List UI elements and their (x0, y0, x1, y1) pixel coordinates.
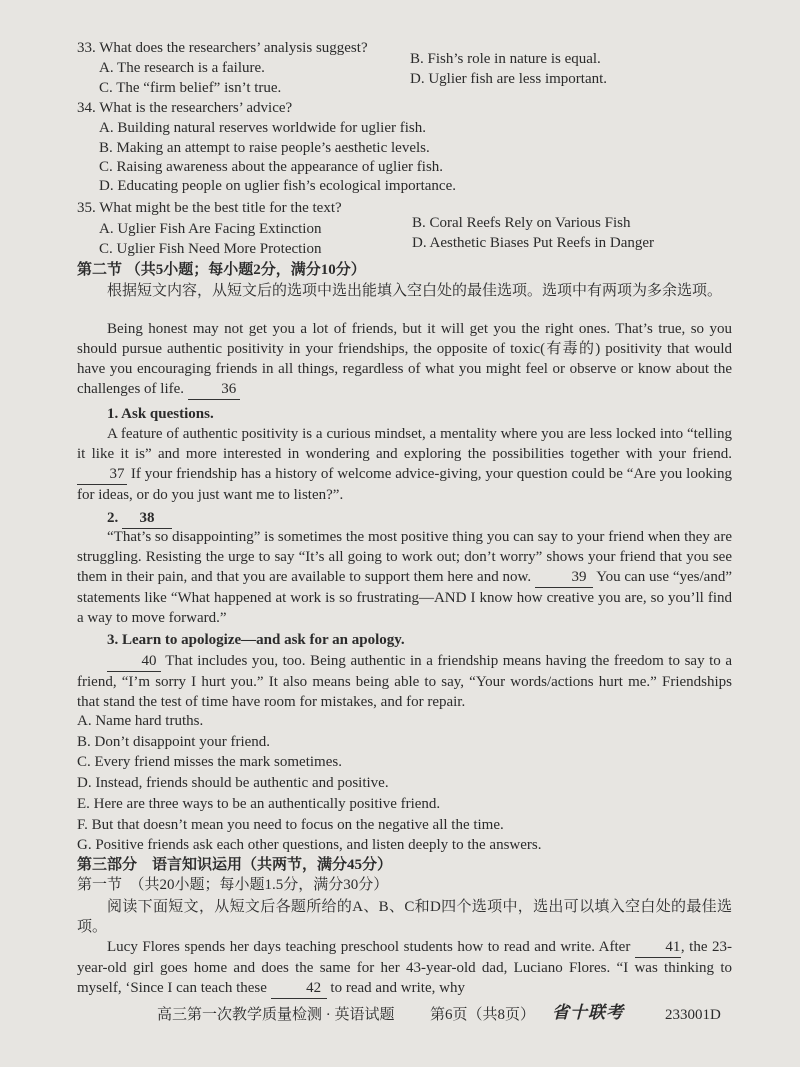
q35-option-c: C. Uglier Fish Need More Protection (99, 241, 322, 257)
q33-option-a: A. The research is a failure. (99, 60, 265, 76)
passage-paragraph-4 (77, 651, 732, 712)
paragraph-text: You can use “yes/and” statements like “What happened at work is so frustrating—AND I know how creative you are, so you’ll find a way to move forward.” (77, 569, 732, 626)
paragraph-text: That includes you, too. Being authentic in a friendship means having the freedom to say to a friend, “I’m sorry I hurt you.” It also means being able to say, “Your words/actions hurt me.” Friendships that stand the test of time have room for mistakes, and for repair. (77, 653, 732, 710)
blank-36: 36 (188, 379, 240, 400)
q35-stem: 35. What might be the best title for the text? (77, 200, 342, 216)
q34-option-a: A. Building natural reserves worldwide for uglier fish. (99, 120, 427, 136)
passage-paragraph-3 (77, 527, 732, 628)
part3-heading: 第三部分 语言知识运用（共两节，满分45分） (77, 857, 393, 873)
footer-exam-code: 233001D (665, 1007, 721, 1023)
footer-exam-title: 高三第一次教学质量检测 · 英语试题 (157, 1007, 395, 1023)
paragraph-text: Lucy Flores spends her days teaching preschool students how to read and write. After (107, 939, 631, 955)
heading-number: 2. (107, 510, 119, 526)
paragraph-text: to read and write, why (330, 980, 465, 996)
paragraph-text: If your friendship has a history of welcome advice-giving, your question could be “Are you looking for ideas, or do you just want me to listen?”. (77, 466, 732, 503)
option-e: E. Here are three ways to be an authentically positive friend. (77, 796, 441, 812)
blank-42: 42 (271, 978, 327, 999)
section2-instruction: 根据短文内容，从短文后的选项中选出能填入空白处的最佳选项。选项中有两项为多余选项。 (107, 283, 723, 299)
blank-38: 38 (122, 508, 172, 529)
q35-option-a: A. Uglier Fish Are Facing Extinction (99, 221, 322, 237)
footer-page-number: 第6页（共8页） (430, 1007, 536, 1023)
heading-learn-to-apologize: 3. Learn to apologize—and ask for an apology. (107, 632, 405, 648)
paragraph-text: Being honest may not get you a lot of friends, but it will get you the right ones. That’s true, so you should pursue authentic positivity in your friendships, the opposite of toxic(有毒的) positivity that would have you encouraging friends in all things, regardless of what you might feel or observe or know about the challenges of life. (77, 321, 732, 397)
q34-option-c: C. Raising awareness about the appearance of uglier fish. (99, 159, 444, 175)
option-d: D. Instead, friends should be authentic and positive. (77, 775, 389, 791)
paragraph-text: , the 23-year-old girl goes home and does the same for her 43-year-old dad, Luciano Flores. “I was thinking to myself, ‘Since I can teach these (77, 939, 733, 996)
q33-option-d: D. Uglier fish are less important. (410, 71, 608, 87)
paragraph-text: A feature of authentic positivity is a curious mindset, a mentality where you are less locked into “telling it like it is” and more interested in wondering and exploring the possibilities together with your friend. (77, 426, 732, 462)
blank-41: 41 (635, 937, 681, 958)
q34-option-b: B. Making an attempt to raise people’s aesthetic levels. (99, 140, 430, 156)
heading-ask-questions: 1. Ask questions. (107, 406, 214, 422)
q34-option-d: D. Educating people on uglier fish’s ecological importance. (99, 178, 456, 194)
paragraph-text: “That’s so disappointing” is sometimes the most positive thing you can say to your friend when they are struggling. Resisting the urge to say “It’s all going to work out; don’t worry” shows your friend that you see them in their pain, and that you are available to support them here and now. (77, 529, 732, 585)
part3-subheading: 第一节 （共20小题；每小题1.5分，满分30分） (77, 877, 389, 893)
option-c: C. Every friend misses the mark sometimes. (77, 754, 342, 770)
blank-37: 37 (77, 464, 127, 485)
q35-option-d: D. Aesthetic Biases Put Reefs in Danger (412, 235, 655, 251)
q35-option-b: B. Coral Reefs Rely on Various Fish (412, 215, 631, 231)
part3-instruction: 阅读下面短文，从短文后各题所给的A、B、C和D四个选项中，选出可以填入空白处的最佳选项。 (77, 899, 732, 935)
blank-40: 40 (107, 651, 161, 672)
blank-39: 39 (535, 567, 593, 588)
heading-2 (107, 508, 172, 529)
q33-option-c: C. The “firm belief” isn’t true. (99, 80, 282, 96)
option-a: A. Name hard truths. (77, 713, 204, 729)
option-f: F. But that doesn’t mean you need to focus on the negative all the time. (77, 817, 504, 833)
q33-option-b: B. Fish’s role in nature is equal. (410, 51, 601, 67)
q33-stem: 33. What does the researchers’ analysis suggest? (77, 40, 368, 56)
option-g: G. Positive friends ask each other questions, and listen deeply to the answers. (77, 837, 542, 853)
q34-stem: 34. What is the researchers’ advice? (77, 100, 293, 116)
passage-paragraph-2 (77, 424, 732, 505)
footer-brand-logo: 省十联考 (552, 1003, 624, 1022)
part3-passage (77, 937, 732, 999)
passage-paragraph-1 (77, 319, 732, 400)
option-b: B. Don’t disappoint your friend. (77, 734, 271, 750)
section2-heading: 第二节 （共5小题；每小题2分，满分10分） (77, 262, 366, 278)
